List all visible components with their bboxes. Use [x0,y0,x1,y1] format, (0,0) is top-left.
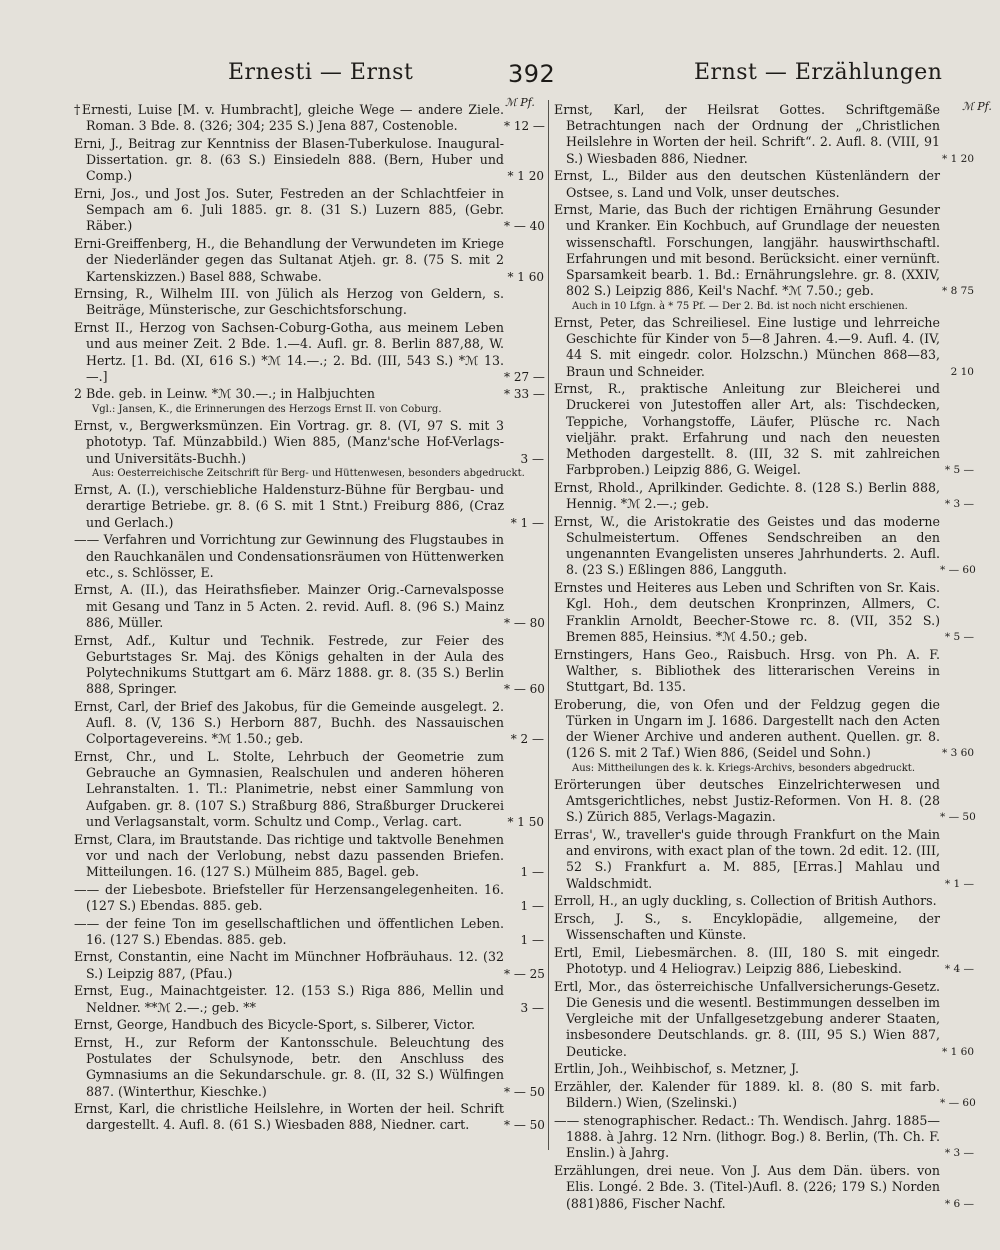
catalog-entry [554,168,974,200]
entry-price: 1 — [520,932,544,947]
entry-price: * 27 — [504,369,545,384]
entry-text: Erni, Jos., und Jost Jos. Suter, Festreden an der Schlachtfeier in Sempach am 6. Juli 1885. gr. 8. (31 S.) Luzern 885, (Gebr. Räber.) [74,186,504,234]
catalog-entry [554,381,974,478]
catalog-entry [74,320,544,385]
entry-price: 3 — [520,451,544,466]
catalog-entry [74,186,544,235]
entry-text: Ernst, Clara, im Brautstande. Das richtige und taktvolle Benehmen vor und nach der Verlobung, nebst dazu passenden Briefen. Mitteilungen. 16. (127 S.) Mülheim 885, Bagel. geb. [74,831,504,879]
entry-text: Ernstes und Heiteres aus Leben und Schriften von Sr. Kais. Kgl. Hoh., dem deutschen Kronprinzen, Allmers, C. Franklin Arnoldt, Beecher-Stowe rc. 8. (VII, 352 S.) Bremen 885, Heinsius. *ℳ 4.50.; geb. [554,580,940,644]
catalog-entry [554,1079,974,1111]
header-left-keyword: Ernesti — Ernst [228,60,414,85]
catalog-entry [74,699,544,748]
right-column [554,102,974,1213]
entry-text: —— der feine Ton im gesellschaftlichen und öffentlichen Leben. 16. (127 S.) Ebendas. 885. geb. [74,915,504,947]
entry-text: Ernst, L., Bilder aus den deutschen Küstenländern der Ostsee, s. Land und Volk, unser deutsches. [554,168,940,200]
entry-text: Ertlin, Joh., Weihbischof, s. Metzner, J. [554,1061,800,1077]
entry-price: * 1 20 [942,152,974,165]
catalog-entry [554,777,974,826]
catalog-entry [74,136,544,185]
entry-text: Ernst, R., praktische Anleitung zur Bleicherei und Druckerei von Jutestoffen aller Art, als: Tischdecken, Teppiche, Vorhangstoffe, Läufer, Plüsche rc. Nach vieljähr. prakt. Erfahrung und nach den neuesten Methoden dargestellt. 8. (III, 32 S. mit zahlreichen Farbproben.) Leipzig 886, G. Weigel. [554,381,940,478]
entry-price: 1 — [520,864,544,879]
entry-price: * 1 20 [507,169,544,184]
catalog-entry [74,386,544,402]
catalog-entry [74,102,544,134]
entry-text: Ernst, A. (I.), verschiebliche Haldensturz-Bühne für Bergbau- und derartige Betriebe. gr. 8. (6 S. mit 1 Stnt.) Freiburg 886, (Craz und Gerlach.) [74,482,504,530]
entry-price: * 1 60 [507,269,544,284]
entry-price: * 3 — [944,498,974,511]
entry-text: Ernsing, R., Wilhelm III. von Jülich als Herzog von Geldern, s. Beiträge, Münsterische, zur Geschichtsforschung. [74,286,504,318]
entry-text: Ertl, Mor., das österreichische Unfallversicherungs-Gesetz. Die Genesis und die wesentl. Bestimmungen desselben im Vergleiche mit der Unfallgesetzgebung anderer Staaten, insbesondere Deutschlands. gr. 8. (III, 95 S.) Wien 887, Deuticke. [554,978,940,1059]
entry-text: 2 Bde. geb. in Leinw. *ℳ 30.—.; in Halbjuchten [74,386,375,402]
entry-price: * 6 — [944,1197,974,1210]
catalog-entry [74,236,544,285]
entry-text: Ernst, Constantin, eine Nacht im Münchner Hofbräuhaus. 12. (32 S.) Leipzig 887, (Pfau.) [74,949,504,981]
catalog-entry [554,647,974,696]
entry-price: * — 60 [940,1097,976,1110]
entry-price: * — 60 [940,564,976,577]
catalog-entry [74,949,544,981]
entry-note: Aus: Mittheilungen des k. k. Kriegs-Archivs, besonders abgedruckt. [572,762,915,774]
entry-note: Vgl.: Jansen, K., die Erinnerungen des Herzogs Ernst II. von Coburg. [92,404,442,416]
entry-text: Erroll, H., an ugly duckling, s. Collection of British Authors. [554,893,937,909]
entry-price: * 1 50 [507,814,544,829]
entry-price: * 33 — [504,387,545,402]
catalog-entry [74,882,544,914]
column-divider [548,100,549,1150]
entry-price: 1 — [520,898,544,913]
entry-price: * 1 60 [942,1045,974,1058]
catalog-entry [554,827,974,892]
page-number: 392 [508,60,556,88]
catalog-entry [554,697,974,762]
entry-text: Ernst, Eug., Mainachtgeister. 12. (153 S.) Riga 886, Mellin und Neldner. **ℳ 2.—.; geb. ** [74,983,504,1015]
entry-price: * — 40 [504,219,545,234]
entry-price: 3 — [520,1000,544,1015]
catalog-entry [74,983,544,1015]
catalog-entry [554,514,974,579]
entry-text: Eroberung, die, von Ofen und der Feldzug gegen die Türken in Ungarn im J. 1686. Dargestellt nach den Acten der Wiener Archive und anderen authent. Quellen. gr. 8. (126 S. mit 2 Taf.) Wien 886, (Seidel und Sohn.) [554,696,940,761]
entry-text: Erni-Greiffenberg, H., die Behandlung der Verwundeten im Kriege der Niederländer gegen das Sultanat Atjeh. gr. 8. (75 S. mit 2 Kartenskizzen.) Basel 888, Schwabe. [74,236,504,284]
catalog-entry [554,1163,974,1212]
catalog-entry [554,102,974,167]
entry-text: Ernst, Chr., und L. Stolte, Lehrbuch der Geometrie zum Gebrauche an Gymnasien, Realschulen und anderen höheren Lehranstalten. 1. Tl.: Planimetrie, nebst einer Sammlung von Aufgaben. gr. 8. (107 S.) Straßburg 886, Straßburger Druckerei und Verlagsanstalt, vorm. Schultz und Comp., Verlag. cart. [74,749,504,829]
entry-text: Erörterungen über deutsches Einzelrichterwesen und Amtsgerichtliches, nebst Justiz-Reformen. Von H. 8. (28 S.) Zürich 885, Verlags-Magazin. [554,776,940,825]
entry-text: Ernst, H., zur Reform der Kantonsschule. Beleuchtung des Postulates der Schulsynode, betr. den Anschluss des Gymnasiums an die Sekundarschule. gr. 8. (II, 32 S.) Wülfingen 887. (Winterthur, Kieschke.) [74,1034,504,1099]
entry-text: Ernst, Marie, das Buch der richtigen Ernährung Gesunder und Kranker. Ein Kochbuch, auf Grundlage der neuesten wissenschaftl. Forschungen, langjähr. hauswirthschaftl. Erfahrungen und mit besond. Berücksicht. einer vernünft. Sparsamkeit bearb. 1. Bd.: Ernährungslehre. gr. 8. (XXIV, 802 S.) Leipzig 886, Keil's Nachf. *ℳ 7.50.; geb. [554,202,940,299]
entry-text: Ernst, v., Bergwerksmünzen. Ein Vortrag. gr. 8. (VI, 97 S. mit 3 phototyp. Taf. Münzabbild.) Wien 885, (Manz'sche Hof-Verlags- und Universitäts-Buchh.) [74,418,504,466]
entry-text: —— Verfahren und Vorrichtung zur Gewinnung des Flugstaubes in den Rauchkanälen und Condensationsräumen von Hüttenwerken etc., s. Schlösser, E. [74,532,504,580]
catalog-entry [74,1017,544,1033]
header-right-keyword: Ernst — Erzählungen [694,60,943,85]
entry-text: Ernst, Peter, das Schreiliesel. Eine lustige und lehrreiche Geschichte für Kinder von 5—8 Jahren. 4.—9. Aufl. 4. (IV, 44 S. mit eingedr. color. Holzschn.) München 868—83, Braun und Schneider. [554,314,940,379]
entry-text: Ernstingers, Hans Geo., Raisbuch. Hrsg. von Ph. A. F. Walther, s. Bibliothek des litterarischen Vereins in Stuttgart, Bd. 135. [554,646,940,694]
entry-text: Ernst, A. (II.), das Heirathsfieber. Mainzer Orig.-Carnevalsposse mit Gesang und Tanz in 5 Acten. 2. revid. Aufl. 8. (96 S.) Mainz 886, Müller. [74,582,504,630]
entry-text: —— stenographischer. Redact.: Th. Wendisch. Jahrg. 1885—1888. à Jahrg. 12 Nrn. (lithogr. Bog.) 8. Berlin, (Th. Ch. F. Enslin.) à Jahrg. [554,1112,940,1161]
entry-text: Erni, J., Beitrag zur Kenntniss der Blasen-Tuberkulose. Inaugural-Dissertation. gr. 8. (63 S.) Einsiedeln 888. (Bern, Huber und Comp.) [74,135,504,184]
catalog-entry [554,480,974,512]
entry-text: Ernst, Rhold., Aprilkinder. Gedichte. 8. (128 S.) Berlin 888, Hennig. *ℳ 2.—.; geb. [554,479,940,512]
catalog-entry [74,916,544,948]
catalog-entry [554,202,974,299]
entry-text: Ernst II., Herzog von Sachsen-Coburg-Gotha, aus meinem Leben und aus meiner Zeit. 2 Bde. 1.—4. Aufl. gr. 8. Berlin 887,88, W. Hertz. [1. Bd. (XI, 616 S.) *ℳ 14.—.; 2. Bd. (III, 543 S.) *ℳ 13.—.] [74,320,504,384]
catalog-entry [74,1035,544,1100]
entry-note: Auch in 10 Lfgn. à * 75 Pf. — Der 2. Bd. ist noch nicht erschienen. [572,300,908,312]
catalog-entry [74,582,544,631]
entry-price: * — 50 [940,811,976,824]
catalog-entry [74,532,544,581]
catalog-entry [554,1113,974,1162]
catalog-entry [74,749,544,830]
catalog-entry [554,911,974,943]
entry-price: * 5 — [944,630,974,643]
entry-price: * 3 60 [942,747,974,760]
entry-text: †Ernesti, Luise [M. v. Humbracht], gleiche Wege — andere Ziele. Roman. 3 Bde. 8. (326; 304; 235 S.) Jena 887, Costenoble. [74,102,504,134]
catalog-entry [554,893,974,909]
entry-price: * 3 — [944,1147,974,1160]
price-unit-label-left: ℳ Pf. [505,96,535,109]
entry-text: Ernst, George, Handbuch des Bicycle-Sport, s. Silberer, Victor. [74,1017,476,1033]
page-header [0,58,1000,94]
catalog-entry [74,633,544,698]
catalog-entry [74,1101,544,1133]
entry-text: Ernst, Karl, der Heilsrat Gottes. Schriftgemäße Betrachtungen nach der Ordnung der „Christlichen Heilslehre in Worten der heil. Schrift“. 2. Aufl. 8. (VIII, 91 S.) Wiesbaden 886, Niedner. [554,102,940,166]
catalog-entry [554,580,974,645]
catalog-entry [74,482,544,531]
catalog-entry [554,315,974,380]
catalog-entry [74,286,544,318]
entry-price: * — 80 [504,615,545,630]
catalog-entry [74,418,544,467]
catalog-entry [74,832,544,881]
entry-price: * — 50 [504,1118,545,1133]
entry-text: Erras', W., traveller's guide through Frankfurt on the Main and environs, with exact plan of the town. 2d edit. 12. (III, 52 S.) Frankfurt a. M. 885, [Erras.] Mahlau und Waldschmidt. [554,827,940,891]
entry-note: Aus: Oesterreichische Zeitschrift für Berg- und Hüttenwesen, besonders abgedruckt. [92,468,525,480]
entry-text: —— der Liebesbote. Briefsteller für Herzensangelegenheiten. 16. (127 S.) Ebendas. 885. geb. [74,881,504,913]
entry-text: Ertl, Emil, Liebesmärchen. 8. (III, 180 S. mit eingedr. Phototyp. und 4 Heliograv.) Leipzig 886, Liebeskind. [554,944,940,977]
catalog-entry [554,945,974,977]
entry-price: * — 60 [504,682,545,697]
entry-price: * — 50 [504,1084,545,1099]
entry-price: * 1 — [510,515,544,530]
entry-price: * 5 — [944,464,974,477]
entry-price: * — 25 [504,966,545,981]
entry-text: Ernst, W., die Aristokratie des Geistes und das moderne Schulmeistertum. Offenes Sendschreiben an den ungenannten Evangelisten unseres Jahrhunderts. 2. Aufl. 8. (23 S.) Eßlingen 886, Langguth. [554,513,940,578]
entry-text: Ernst, Carl, der Brief des Jakobus, für die Gemeinde ausgelegt. 2. Aufl. 8. (V, 136 S.) Herborn 887, Buchh. des Nassauischen Colportagevereins. *ℳ 1.50.; geb. [74,698,504,747]
entry-text: Ernst, Karl, die christliche Heilslehre, in Worten der heil. Schrift dargestellt. 4. Aufl. 8. (61 S.) Wiesbaden 888, Niedner. cart. [74,1101,504,1133]
catalog-entry [554,979,974,1060]
entry-price: * 8 75 [942,285,974,298]
entry-price: * 2 — [510,732,544,747]
entry-text: Ernst, Adf., Kultur und Technik. Festrede, zur Feier des Geburtstages Sr. Maj. des Königs gehalten in der Aula des Polytechnikums Stuttgart am 6. März 1888. gr. 8. (35 S.) Berlin 888, Springer. [74,632,504,697]
entry-price: 2 10 [950,365,974,378]
entry-text: Ersch, J. S., s. Encyklopädie, allgemeine, der Wissenschaften und Künste. [554,911,940,943]
entry-text: Erzählungen, drei neue. Von J. Aus dem Dän. übers. von Elis. Longé. 2 Bde. 3. (Titel-)Aufl. 8. (226; 179 S.) Norden (881)886, Fischer Nachf. [554,1163,940,1211]
catalog-entry [554,1061,974,1077]
price-unit-label-right: ℳ Pf. [962,100,992,113]
entry-text: Erzähler, der. Kalender für 1889. kl. 8. (80 S. mit farb. Bildern.) Wien, (Szelinski.) [554,1079,940,1111]
entry-price: * 4 — [944,963,974,976]
entry-price: * 1 — [944,877,974,890]
left-column [74,102,544,1135]
entry-price: * 12 — [504,119,545,134]
